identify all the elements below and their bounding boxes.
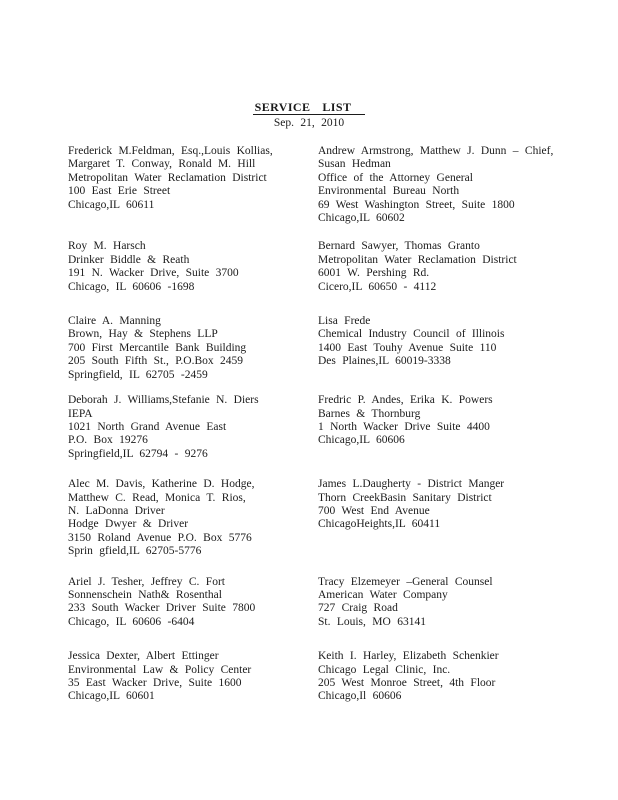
service-list-row xyxy=(68,394,580,461)
address-line: Chicago,IL 60601 xyxy=(68,690,155,703)
title-underlined xyxy=(253,101,366,115)
address-line: Tracy Elzemeyer –General Counsel xyxy=(318,575,493,588)
address-line: 1400 East Touhy Avenue Suite 110 xyxy=(318,341,497,354)
service-entry-left xyxy=(68,240,318,294)
address-line: Chicago,IL 60606 xyxy=(318,434,405,447)
service-entry-right xyxy=(318,315,580,369)
address-line: ChicagoHeights,IL 60411 xyxy=(318,518,441,531)
address-line: Bernard Sawyer, Thomas Granto xyxy=(318,240,480,253)
address-line: 233 South Wacker Driver Suite 7800 xyxy=(68,602,256,615)
address-line: 69 West Washington Street, Suite 1800 xyxy=(318,198,515,211)
address-line: Matthew C. Read, Monica T. Rios, xyxy=(68,491,246,504)
address-line: Cicero,IL 60650 - 4112 xyxy=(318,280,437,293)
address-line: James L.Daugherty - District Manger xyxy=(318,478,505,491)
address-line: 205 South Fifth St., P.O.Box 2459 xyxy=(68,355,244,368)
address-line: 6001 W. Pershing Rd. xyxy=(318,267,430,280)
title-word-service: SERVICE xyxy=(254,100,311,114)
address-line: Chicago Legal Clinic, Inc. xyxy=(318,663,451,676)
address-line: Springfield,IL 62794 - 9276 xyxy=(68,447,208,460)
service-list-row xyxy=(68,650,580,704)
document-date: Sep. 21, 2010 xyxy=(273,117,345,129)
address-line: Jessica Dexter, Albert Ettinger xyxy=(68,650,219,663)
address-line: Sonnenschein Nath& Rosenthal xyxy=(68,588,222,601)
service-entry-right xyxy=(318,650,580,704)
service-list-row xyxy=(68,240,580,294)
address-line: 191 N. Wacker Drive, Suite 3700 xyxy=(68,267,239,280)
address-line: 727 Craig Road xyxy=(318,602,398,615)
address-line: Hodge Dwyer & Driver xyxy=(68,518,189,531)
address-line: Metropolitan Water Reclamation District xyxy=(68,171,267,184)
address-line: Chicago,IL 60611 xyxy=(68,198,155,211)
address-line: 1 North Wacker Drive Suite 4400 xyxy=(318,420,490,433)
address-line: Environmental Bureau North xyxy=(318,185,460,198)
address-line: Deborah J. Williams,Stefanie N. Diers xyxy=(68,394,259,407)
address-line: Springfield, IL 62705 -2459 xyxy=(68,368,208,381)
address-line: 35 East Wacker Drive, Suite 1600 xyxy=(68,677,242,689)
address-line: Des Plaines,IL 60019-3338 xyxy=(318,355,451,368)
address-line: Roy M. Harsch xyxy=(68,240,146,253)
address-line: Chicago,IL 60602 xyxy=(318,212,405,225)
service-entry-left xyxy=(68,315,318,382)
address-line: Margaret T. Conway, Ronald M. Hill xyxy=(68,158,256,171)
address-line: Alec M. Davis, Katherine D. Hodge, xyxy=(68,478,255,491)
address-line: Keith I. Harley, Elizabeth Schenkier xyxy=(318,650,499,663)
address-line: Andrew Armstrong, Matthew J. Dunn – Chief, xyxy=(318,145,554,157)
address-line: 100 East Erie Street xyxy=(68,185,171,198)
service-entry-right xyxy=(318,394,580,448)
address-line: Chicago, IL 60606 -1698 xyxy=(68,280,195,293)
address-line: Susan Hedman xyxy=(318,158,391,171)
service-entry-right xyxy=(318,576,580,630)
address-line: 205 West Monroe Street, 4th Floor xyxy=(318,677,496,689)
service-entry-left xyxy=(68,650,318,704)
address-line: Frederick M.Feldman, Esq.,Louis Kollias, xyxy=(68,145,273,157)
service-entry-left xyxy=(68,576,318,630)
page-title xyxy=(0,98,618,116)
address-line: Ariel J. Tesher, Jeffrey C. Fort xyxy=(68,575,225,588)
address-line: Brown, Hay & Stephens LLP xyxy=(68,328,218,341)
document-header xyxy=(0,98,618,130)
address-line: N. LaDonna Driver xyxy=(68,504,165,517)
service-list-row xyxy=(68,478,580,558)
address-line: Sprin gfield,IL 62705-5776 xyxy=(68,545,202,558)
address-line: Chicago,Il 60606 xyxy=(318,690,402,703)
service-entry-left xyxy=(68,394,318,461)
address-line: 1021 North Grand Avenue East xyxy=(68,420,227,433)
title-word-list: LIST xyxy=(322,100,352,114)
address-line: IEPA xyxy=(68,407,93,420)
address-line: Claire A. Manning xyxy=(68,315,161,328)
address-line: Lisa Frede xyxy=(318,315,371,328)
service-list-row xyxy=(68,145,580,225)
address-line: Barnes & Thornburg xyxy=(318,407,421,420)
address-line: 700 First Mercantile Bank Building xyxy=(68,341,247,354)
address-line: Environmental Law & Policy Center xyxy=(68,663,252,676)
address-line: 700 West End Avenue xyxy=(318,504,430,517)
address-line: American Water Company xyxy=(318,588,448,601)
service-list-rows xyxy=(68,145,580,704)
address-line: Chicago, IL 60606 -6404 xyxy=(68,615,195,628)
service-list-row xyxy=(68,315,580,382)
service-entry-right xyxy=(318,478,580,532)
address-line: 3150 Roland Avenue P.O. Box 5776 xyxy=(68,531,252,544)
service-list-row xyxy=(68,576,580,630)
address-line: Drinker Biddle & Reath xyxy=(68,253,190,266)
address-line: Office of the Attorney General xyxy=(318,171,473,184)
address-line: P.O. Box 19276 xyxy=(68,434,148,447)
address-line: Metropolitan Water Reclamation District xyxy=(318,253,517,266)
service-entry-right xyxy=(318,145,580,225)
service-entry-right xyxy=(318,240,580,294)
address-line: St. Louis, MO 63141 xyxy=(318,615,426,628)
address-line: Fredric P. Andes, Erika K. Powers xyxy=(318,394,493,407)
service-entry-left xyxy=(68,145,318,212)
address-line: Chemical Industry Council of Illinois xyxy=(318,328,505,341)
service-entry-left xyxy=(68,478,318,558)
address-line: Thorn CreekBasin Sanitary District xyxy=(318,491,492,504)
